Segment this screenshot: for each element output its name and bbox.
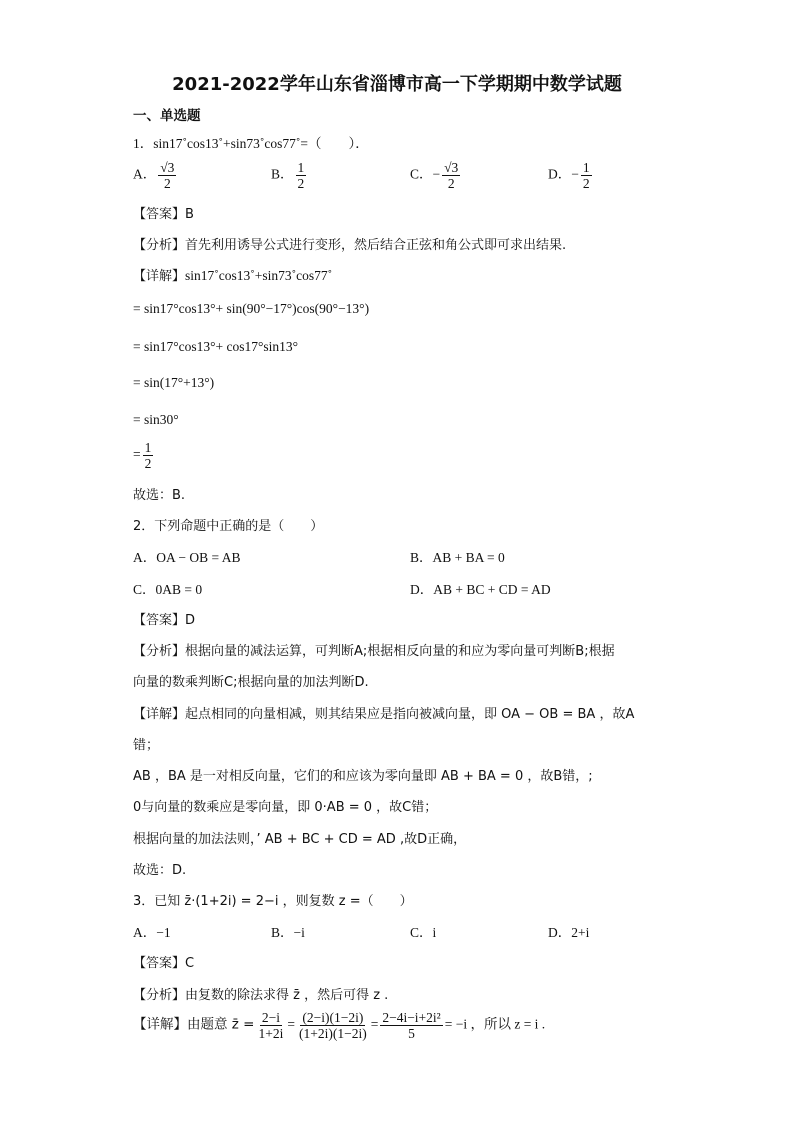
q2-answer: 【答案】D	[133, 613, 196, 628]
q3-answer: 【答案】C	[133, 956, 195, 971]
detail-formula: sin17˚cos13˚+sin73˚cos77˚	[185, 268, 333, 283]
q1-option-b	[271, 160, 308, 191]
q1-stem: 1．sin17˚cos13˚+sin73˚cos77˚=（ ）．	[133, 136, 369, 151]
q1-detail-line-6	[133, 440, 155, 471]
q3-detail	[133, 1010, 545, 1041]
detail-label: 【详解】由题意 z̄ =	[133, 1016, 255, 1033]
fraction-denominator: 2	[297, 176, 305, 191]
q2-analysis-line-2: 向量的数乘判断C;根据向量的加法判断D.	[133, 675, 369, 690]
option-label: D．−	[548, 166, 579, 182]
fraction-denominator: 1+2i	[258, 1026, 284, 1041]
equals-sign: =	[287, 1016, 295, 1032]
equals-sign: =	[370, 1016, 379, 1032]
q1-detail-line-2: = sin17°cos13°+ sin(90°−17°)cos(90°−13°)	[133, 301, 370, 316]
q2-option-d: D．AB + BC + CD = AD	[410, 582, 551, 597]
q2-option-c: C．0AB = 0	[133, 582, 203, 597]
fraction-denominator: 5	[408, 1026, 415, 1041]
detail-label: 【详解】	[133, 269, 186, 284]
q3-stem: 3．已知 z̄·(1+2i) = 2−i ，则复数 z =（ ）	[133, 894, 413, 909]
fraction-denominator: (1+2i)(1−2i)	[298, 1026, 367, 1041]
fraction-numerator: 2−i	[261, 1010, 280, 1025]
option-label: B．	[271, 166, 294, 182]
q1-detail-line-3: = sin17°cos13°+ cos17°sin13°	[133, 339, 299, 354]
section-heading: 一、单选题	[133, 108, 201, 124]
option-label: C．−	[410, 166, 441, 182]
fraction-numerator: √3	[160, 160, 175, 175]
q3-analysis: 【分析】由复数的除法求得 z̄ ，然后可得 z .	[133, 988, 389, 1003]
q1-analysis: 【分析】首先利用诱导公式进行变形，然后结合正弦和角公式即可求出结果.	[133, 238, 567, 253]
q2-choose: 故选：D.	[133, 863, 187, 878]
q3-option-d: D．2+i	[548, 925, 590, 940]
q1-detail-line-1	[133, 265, 332, 284]
fraction-numerator: 1	[297, 160, 305, 175]
fraction-numerator: 1	[144, 440, 152, 455]
q2-detail-line-1: 【详解】起点相同的向量相减，则其结果应是指向被减向量，即 OA − OB = BA ，故A	[133, 707, 635, 722]
fraction-numerator: (2−i)(1−2i)	[302, 1010, 364, 1025]
q1-answer: 【答案】B	[133, 207, 194, 222]
q2-detail-line-4: 0与向量的数乘应是零向量，即 0·AB = 0 ，故C错；	[133, 800, 438, 815]
fraction-denominator: 2	[447, 176, 455, 191]
q3-option-c: C．i	[410, 925, 437, 940]
q1-detail-line-4: = sin(17°+13°)	[133, 375, 215, 390]
q2-option-a: A．OA − OB = AB	[133, 550, 241, 565]
q3-option-a: A．−1	[133, 925, 171, 940]
q2-detail-line-5: 根据向量的加法法则，’ AB + BC + CD = AD ,故D正确，	[133, 832, 467, 847]
q2-analysis-line-1: 【分析】根据向量的减法运算，可判断A;根据相反向量的和应为零向量可判断B;根据	[133, 644, 615, 659]
fraction-denominator: 2	[163, 176, 171, 191]
fraction-numerator: √3	[444, 160, 459, 175]
fraction-numerator: 2−4i−i+2i²	[382, 1010, 441, 1025]
q1-detail-line-5: = sin30°	[133, 412, 179, 427]
option-label: A．	[133, 166, 157, 182]
detail-tail: = −i ，所以 z = i .	[444, 1016, 546, 1032]
document-title: 2021-2022学年山东省淄博市高一下学期期中数学试题	[172, 74, 622, 95]
q2-detail-line-2: 错；	[133, 738, 160, 753]
q1-option-a	[133, 160, 178, 191]
fraction-denominator: 2	[144, 456, 152, 471]
fraction-denominator: 2	[582, 176, 590, 191]
q1-option-d	[548, 160, 594, 191]
q2-stem: 2．下列命题中正确的是（ ）	[133, 519, 324, 534]
fraction-numerator: 1	[582, 160, 590, 175]
q1-option-c	[410, 160, 462, 191]
equals-sign: =	[133, 446, 141, 462]
q2-detail-line-3: AB ，BA 是一对相反向量，它们的和应该为零向量即 AB + BA = 0 ，故B错，;	[133, 769, 593, 784]
q2-option-b: B．AB + BA = 0	[410, 550, 505, 565]
q1-choose: 故选：B.	[133, 488, 186, 503]
q3-option-b: B．−i	[271, 925, 305, 940]
